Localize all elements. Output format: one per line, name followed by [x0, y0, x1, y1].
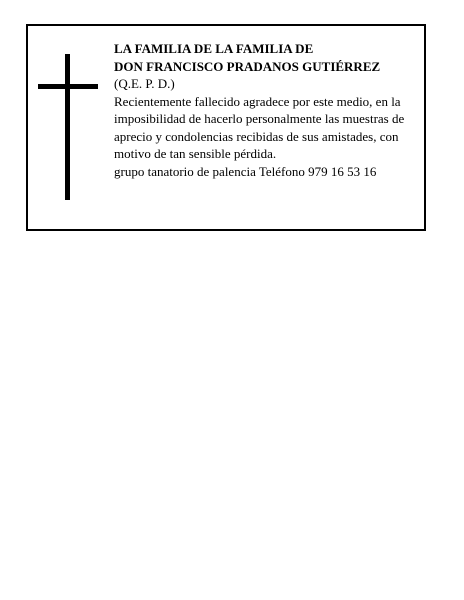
notice-heading-line2: DON FRANCISCO PRADANOS GUTIÉRREZ [114, 58, 381, 74]
cross-vertical-bar [65, 54, 70, 200]
notice-body: Recientemente fallecido agradece por este medio, en la imposibilidad de hacerlo personalmente las muestras de aprecio y condolencias recibidas de sus amistades, con motivo de tan sensible pérdida. [114, 93, 405, 161]
obituary-notice [26, 24, 426, 231]
notice-text [114, 40, 424, 180]
cross-horizontal-bar [38, 84, 98, 89]
cross-icon [38, 54, 98, 200]
notice-contact: grupo tanatorio de palencia Teléfono 979 16 53 16 [114, 163, 377, 179]
notice-heading-line1: LA FAMILIA DE LA FAMILIA DE [114, 41, 314, 56]
notice-qepd: (Q.E. P. D.) [114, 76, 175, 91]
